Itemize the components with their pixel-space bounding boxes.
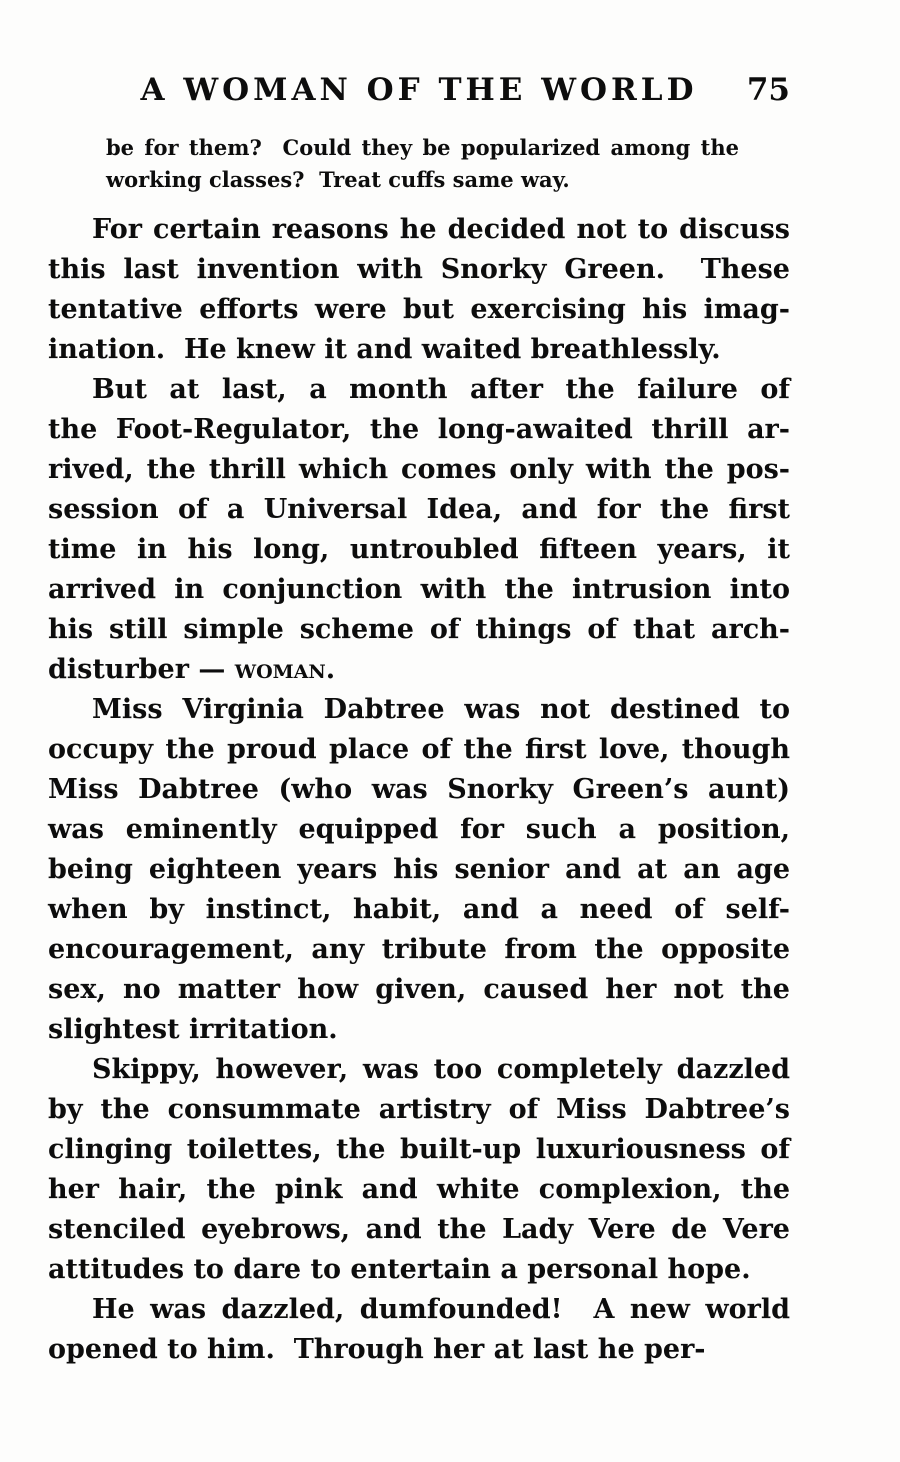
text-line: this last invention with Snorky Green. These <box>48 254 790 285</box>
paragraph <box>48 210 790 370</box>
text-line: Miss Virginia Dabtree was not destined to <box>92 694 790 725</box>
text-line: attitudes to dare to entertain a personal hope. <box>48 1254 751 1285</box>
page-number: 75 <box>746 72 790 108</box>
text-line: was eminently equipped for such a position, <box>48 814 790 845</box>
paragraph <box>48 690 790 1050</box>
text-line: stenciled eyebrows, and the Lady Vere de Vere <box>48 1214 790 1245</box>
text-line: ination. He knew it and waited breathlessly. <box>48 334 721 365</box>
text-line <box>48 650 790 690</box>
paragraph <box>48 1050 790 1290</box>
text-line: working classes? Treat cuffs same way. <box>106 167 570 192</box>
text-line: his still simple scheme of things of that arch- <box>48 614 790 645</box>
text-line: occupy the proud place of the first love, though <box>48 734 790 765</box>
note-block <box>106 132 739 196</box>
smallcaps-text: woman. <box>234 654 336 685</box>
text-line: tentative efforts were but exercising his imag- <box>48 294 790 325</box>
paragraph <box>48 1290 790 1370</box>
text-line: her hair, the pink and white complexion, the <box>48 1174 790 1205</box>
text-line: opened to him. Through her at last he per- <box>48 1334 706 1365</box>
text-line: rived, the thrill which comes only with the pos- <box>48 454 790 485</box>
text-segment: disturber — <box>48 654 235 685</box>
body-text <box>48 210 790 1370</box>
text-line: when by instinct, habit, and a need of self- <box>48 894 790 925</box>
text-line: time in his long, untroubled fifteen years, it <box>48 534 790 565</box>
text-line: being eighteen years his senior and at an age <box>48 854 790 885</box>
text-line: For certain reasons he decided not to discuss <box>92 214 790 245</box>
text-line: by the consummate artistry of Miss Dabtree’s <box>48 1094 790 1125</box>
text-line: But at last, a month after the failure of <box>92 374 790 405</box>
text-line: Skippy, however, was too completely dazzled <box>92 1054 790 1085</box>
paragraph <box>48 370 790 690</box>
text-line: clinging toilettes, the built-up luxuriousness of <box>48 1134 790 1165</box>
book-page <box>48 0 790 1462</box>
text-line: the Foot-Regulator, the long-awaited thrill ar- <box>48 414 790 445</box>
text-line: sex, no matter how given, caused her not the <box>48 974 790 1005</box>
page-title: A WOMAN OF THE WORLD <box>140 72 698 108</box>
text-line: encouragement, any tribute from the opposite <box>48 934 790 965</box>
text-line: be for them? Could they be popularized among the <box>106 135 739 160</box>
page-header <box>48 72 790 112</box>
text-line: Miss Dabtree (who was Snorky Green’s aunt) <box>48 774 790 805</box>
text-line: arrived in conjunction with the intrusion into <box>48 574 790 605</box>
text-line: He was dazzled, dumfounded! A new world <box>92 1294 790 1325</box>
text-line: session of a Universal Idea, and for the first <box>48 494 790 525</box>
text-line: slightest irritation. <box>48 1014 338 1045</box>
